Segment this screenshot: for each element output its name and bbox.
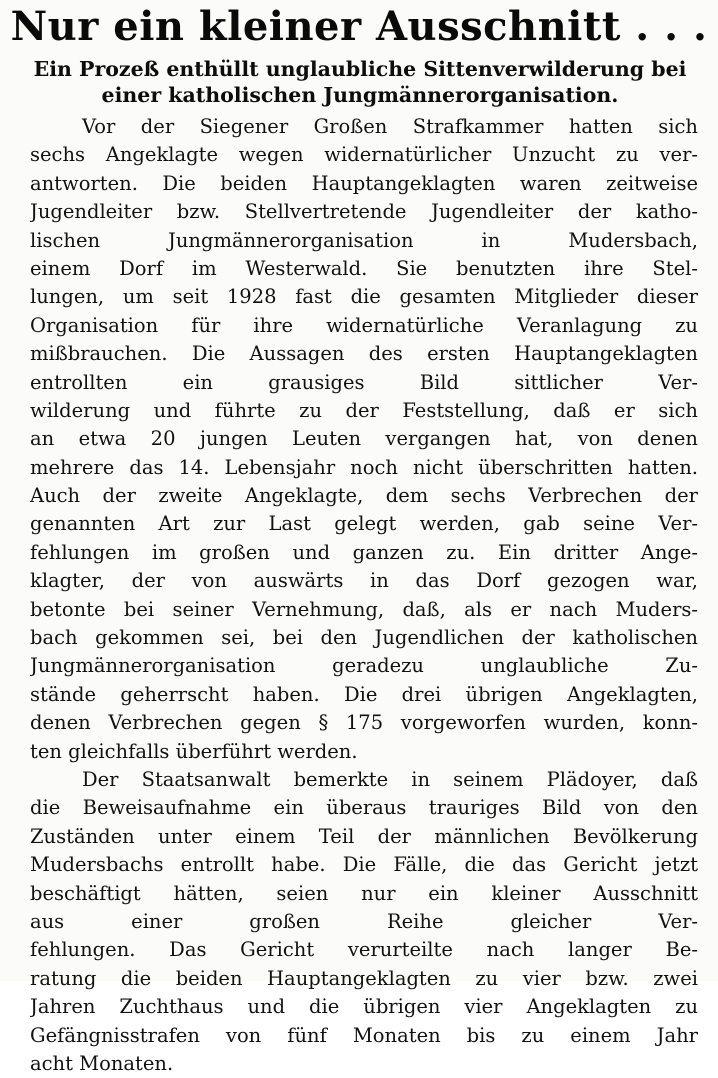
paragraph-2-line: Zuständen unter einem Teil der männlichen Bevölkerung bbox=[30, 824, 698, 848]
paragraph-2-line: ratung die beiden Hauptangeklagten zu vier bzw. zwei bbox=[30, 966, 698, 990]
paragraph-1-line: betonte bei seiner Vernehmung, daß, als er nach Muders- bbox=[30, 597, 698, 621]
paragraph-2-line: fehlungen. Das Gericht verurteilte nach langer Be- bbox=[30, 938, 698, 962]
paragraph-1-line: mehrere das 14. Lebensjahr noch nicht überschritten hatten. bbox=[30, 455, 698, 479]
paragraph-1-line: Jungmännerorganisation geradezu unglaubliche Zu- bbox=[30, 654, 698, 678]
paragraph-1-line: einem Dorf im Westerwald. Sie benutzten ihre Stel- bbox=[30, 256, 698, 280]
subhead-line: einer katholischen Jungmännerorganisation. bbox=[101, 83, 619, 107]
headline: Nur ein kleiner Ausschnitt . . . bbox=[10, 3, 708, 50]
subhead-line: Ein Prozeß enthüllt unglaubliche Sittenverwilderung bei bbox=[33, 57, 687, 81]
subheadline bbox=[20, 56, 700, 108]
paragraph-1-line: entrollten ein grausiges Bild sittlicher Ver- bbox=[30, 370, 698, 394]
article-body bbox=[30, 113, 698, 1078]
paragraph-1-line: Auch der zweite Angeklagte, dem sechs Verbrechen der bbox=[30, 484, 698, 508]
paragraph-1-line: genannten Art zur Last gelegt werden, gab seine Ver- bbox=[30, 512, 698, 536]
paragraph-2-line: Mudersbachs entrollt habe. Die Fälle, die das Gericht jetzt bbox=[30, 853, 698, 877]
paragraph-1-line: lungen, um seit 1928 fast die gesamten Mitglieder dieser bbox=[30, 285, 698, 309]
paragraph-2-line: Der Staatsanwalt bemerkte in seinem Plädoyer, daß bbox=[82, 767, 698, 791]
paragraph-1-line: Jugendleiter bzw. Stellvertretende Jugendleiter der katho- bbox=[30, 200, 698, 224]
paragraph-1-line: wilderung und führte zu der Feststellung, daß er sich bbox=[30, 398, 698, 422]
paragraph-2-line: Gefängnisstrafen von fünf Monaten bis zu einem Jahr bbox=[30, 1023, 698, 1047]
paragraph-2-line: acht Monaten. bbox=[30, 1051, 174, 1075]
paragraph-1-line: mißbrauchen. Die Aussagen des ersten Hauptangeklagten bbox=[30, 342, 698, 366]
paragraph-2-line: die Beweisaufnahme ein überaus trauriges Bild von den bbox=[30, 796, 698, 820]
paragraph-1-line: klagter, der von auswärts in das Dorf gezogen war, bbox=[30, 569, 698, 593]
paragraph-1-line: fehlungen im großen und ganzen zu. Ein dritter Ange- bbox=[30, 540, 698, 564]
paragraph-1-line: bach gekommen sei, bei den Jugendlichen der katholischen bbox=[30, 626, 698, 650]
paragraph-1-line: sechs Angeklagte wegen widernatürlicher Unzucht zu ver- bbox=[30, 143, 698, 167]
paragraph-1-line: an etwa 20 jungen Leuten vergangen hat, von denen bbox=[30, 427, 698, 451]
paragraph-1-line: stände geherrscht haben. Die drei übrigen Angeklagten, bbox=[30, 682, 698, 706]
paragraph-1-line: antworten. Die beiden Hauptangeklagten waren zeitweise bbox=[30, 171, 698, 195]
paragraph-1-line: Vor der Siegener Großen Strafkammer hatten sich bbox=[82, 115, 698, 138]
paragraph-2-line: aus einer großen Reihe gleicher Ver- bbox=[30, 909, 698, 933]
paragraph-1-line: ten gleichfalls überführt werden. bbox=[30, 739, 358, 763]
paragraph-1-line: denen Verbrechen gegen § 175 vorgeworfen wurden, konn- bbox=[30, 711, 698, 735]
paragraph-2-line: Jahren Zuchthaus und die übrigen vier Angeklagten zu bbox=[30, 995, 698, 1019]
paragraph-1-line: Organisation für ihre widernatürliche Veranlagung zu bbox=[30, 313, 698, 337]
paragraph-2-line: beschäftigt hätten, seien nur ein kleiner Ausschnitt bbox=[30, 881, 698, 905]
paragraph-1-line: lischen Jungmännerorganisation in Mudersbach, bbox=[30, 228, 698, 252]
